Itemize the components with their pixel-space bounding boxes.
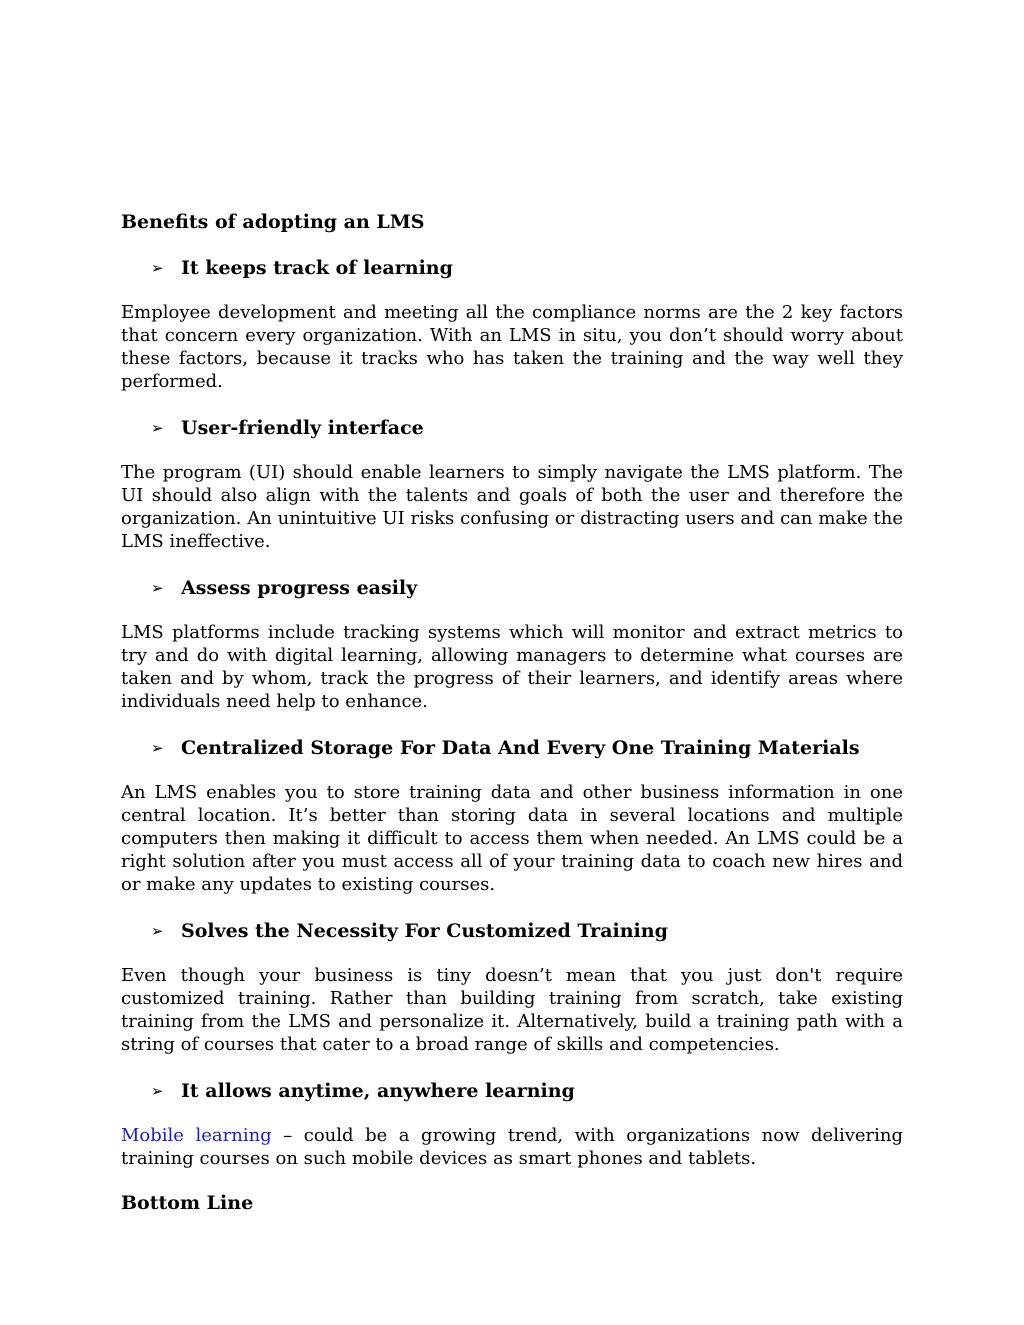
section-title: Solves the Necessity For Customized Training bbox=[181, 920, 668, 942]
section-heading-user-friendly bbox=[151, 415, 903, 441]
section-title: Centralized Storage For Data And Every One Training Materials bbox=[181, 737, 860, 759]
arrowhead-bullet-icon: ➢ bbox=[151, 419, 164, 437]
bottom-line-heading: Bottom Line bbox=[121, 1192, 254, 1214]
section-paragraph: LMS platforms include tracking systems which will monitor and extract metrics to try and do with digital learning, allowing managers to determine what courses are taken and by whom, track the progress of their learners, and identify areas where individuals need help to enhance. bbox=[121, 622, 903, 712]
section-paragraph: An LMS enables you to store training data and other business information in one central location. It’s better than storing data in several locations and multiple computers then making it difficult to access them when needed. An LMS could be a right solution after you must access all of your training data to coach new hires and or make any updates to existing courses. bbox=[121, 782, 903, 895]
arrowhead-bullet-icon: ➢ bbox=[151, 579, 164, 597]
document-page bbox=[121, 209, 903, 1216]
section-paragraph: Even though your business is tiny doesn’t mean that you just don't require customized training. Rather than building training from scratch, take existing training from the LMS and personalize it. Alternatively, build a training path with a string of courses that cater to a broad range of skills and competencies. bbox=[121, 965, 903, 1055]
section-heading-centralized-storage bbox=[151, 735, 903, 761]
section-title: It keeps track of learning bbox=[181, 257, 453, 279]
section-heading-track-learning bbox=[151, 255, 903, 281]
page-title: Benefits of adopting an LMS bbox=[121, 211, 425, 233]
arrowhead-bullet-icon: ➢ bbox=[151, 739, 164, 757]
arrowhead-bullet-icon: ➢ bbox=[151, 259, 164, 277]
section-heading-anytime-learning bbox=[151, 1078, 903, 1104]
section-title: It allows anytime, anywhere learning bbox=[181, 1080, 575, 1102]
section-paragraph-text: – could be a growing trend, with organizations now delivering training courses on such mobile devices as smart phones and tablets. bbox=[121, 1125, 903, 1169]
section-paragraph: Employee development and meeting all the compliance norms are the 2 key factors that concern every organization. With an LMS in situ, you don’t should worry about these factors, because it tracks who has taken the training and the way well they performed. bbox=[121, 302, 903, 392]
arrowhead-bullet-icon: ➢ bbox=[151, 922, 164, 940]
section-title: User-friendly interface bbox=[181, 417, 424, 439]
section-paragraph-mobile bbox=[121, 1124, 903, 1170]
arrowhead-bullet-icon: ➢ bbox=[151, 1082, 164, 1100]
section-heading-assess-progress bbox=[151, 575, 903, 601]
section-heading-customized-training bbox=[151, 918, 903, 944]
section-paragraph: The program (UI) should enable learners to simply navigate the LMS platform. The UI should also align with the talents and goals of both the user and therefore the organization. An unintuitive UI risks confusing or distracting users and can make the LMS ineffective. bbox=[121, 462, 903, 552]
mobile-learning-link[interactable]: Mobile learning bbox=[121, 1125, 272, 1146]
section-title: Assess progress easily bbox=[181, 577, 418, 599]
